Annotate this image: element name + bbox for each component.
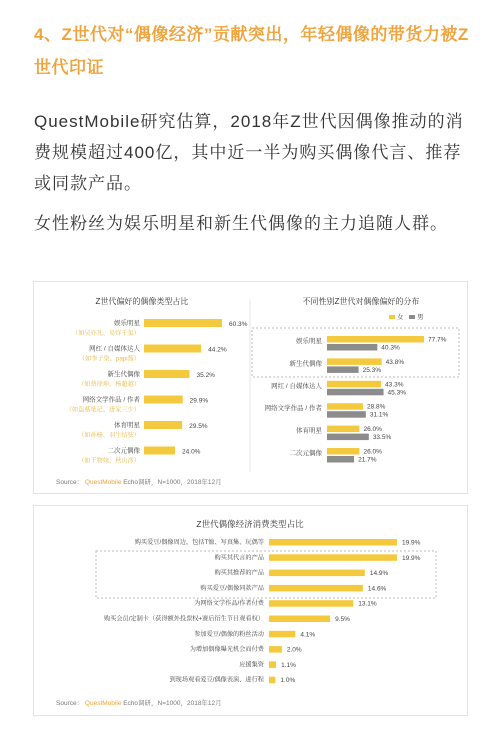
data-label: 19.9% <box>402 539 421 547</box>
chart-idol-gender <box>252 296 459 464</box>
section-heading: 4、Z世代对“偶像经济”贡献突出，年轻偶像的带货力被Z世代印证 <box>34 25 469 77</box>
data-label: 13.1% <box>358 600 377 608</box>
category-label: 到现场观看爱豆/偶像表演、进行程 <box>169 676 264 684</box>
data-label: 31.1% <box>369 411 389 419</box>
source-text: Source： QuestMobile Echo调研，N=1000，2018年12月 <box>56 479 222 486</box>
bar <box>269 661 276 668</box>
source-line <box>56 698 222 707</box>
bar-female <box>327 336 424 343</box>
category-label: 应援集资 <box>239 661 264 669</box>
chart-title: Z世代偶像经济消费类型占比 <box>196 519 304 529</box>
chart-title: 不同性别Z世代对偶像偏好的分布 <box>302 297 420 306</box>
data-label: 29.5% <box>189 423 208 430</box>
example-label: （如盗墓笔记、唐家三少） <box>65 406 140 414</box>
bar-female <box>327 403 363 410</box>
data-label: 44.2% <box>208 346 227 354</box>
bar-female <box>327 448 359 455</box>
example-label: （如孙杨、羽生结弦） <box>78 432 140 439</box>
data-label: 60.3% <box>229 321 248 328</box>
bar-male <box>327 411 366 418</box>
data-label: 45.3% <box>387 389 406 397</box>
category-label: 购买爱豆/偶像同款产品 <box>200 584 264 592</box>
bar <box>144 421 182 429</box>
paragraph-female-fans: 女性粉丝为娱乐明星和新生代偶像的主力追随人群。 <box>34 214 448 233</box>
data-label: 77.7% <box>428 336 447 344</box>
category-label: 购买其代言的产品 <box>214 554 264 562</box>
chart-consumption-type <box>96 519 436 684</box>
legend-swatch-female <box>389 315 395 319</box>
example-label: （如吴亦凡、易烊千玺） <box>71 330 140 337</box>
category-label: 网络文学作品 / 作者 <box>82 396 140 404</box>
category-label: 网红 / 自媒体达人 <box>89 345 140 353</box>
category-label: 新生代偶像 <box>289 360 322 368</box>
example-label: （如蔡徐坤、杨超越） <box>78 381 140 388</box>
idol-preference-panel <box>33 281 468 494</box>
idol-preference-charts <box>34 282 467 493</box>
bar-female <box>327 381 381 388</box>
bar <box>144 345 201 353</box>
example-label: （如干物妹、秋山澪） <box>78 457 140 465</box>
data-label: 9.5% <box>335 616 350 623</box>
bar <box>269 646 282 653</box>
bar <box>144 396 183 404</box>
data-label: 28.8% <box>366 403 386 411</box>
data-label: 2.0% <box>286 646 302 654</box>
chart-title: Z世代偏好的偶像类型占比 <box>95 297 189 306</box>
category-label: 网络文学作品 / 作者 <box>264 405 322 413</box>
consumption-type-chart-svg <box>34 506 467 715</box>
category-label: 二次元偶像 <box>107 447 140 455</box>
bar-male <box>327 456 354 463</box>
paragraph-estimate: QuestMobile研究估算，2018年Z世代因偶像推动的消费规模超过400亿，其中近一半为购买偶像代言、推荐或同款产品。 <box>34 112 464 193</box>
data-label: 26.0% <box>363 426 382 434</box>
bar-female <box>327 358 382 365</box>
data-label: 14.6% <box>367 585 387 593</box>
bar <box>269 554 397 561</box>
data-label: 1.0% <box>280 677 296 685</box>
category-label: 二次元偶像 <box>289 450 322 457</box>
bar <box>269 539 397 546</box>
data-label: 25.3% <box>362 366 382 374</box>
bar <box>269 585 363 592</box>
bar <box>269 616 330 623</box>
consumption-type-panel <box>33 505 468 716</box>
bar-male <box>327 344 377 351</box>
bar-female <box>327 426 359 433</box>
legend-label-female: 女 <box>397 314 404 321</box>
bar <box>269 570 365 577</box>
bar-male <box>327 366 359 373</box>
bar <box>269 631 295 638</box>
category-label: 体育明星 <box>296 427 322 435</box>
data-label: 29.9% <box>189 397 209 405</box>
category-label: 体育明星 <box>114 422 140 429</box>
bar <box>144 319 222 327</box>
bar <box>269 677 275 684</box>
example-label: （如李子柒、papi酱） <box>78 355 140 363</box>
data-label: 43.8% <box>385 358 405 366</box>
legend-swatch-male <box>409 315 415 319</box>
data-label: 4.1% <box>300 631 316 639</box>
category-label: 购买会员/定制卡（获得额外投票权+赛后衍生节目观看权） <box>103 615 264 623</box>
data-label: 26.0% <box>363 448 382 456</box>
data-label: 14.9% <box>369 570 389 578</box>
data-label: 19.9% <box>402 554 421 562</box>
source-text: Source： QuestMobile Echo调研，N=1000，2018年12月 <box>56 700 222 707</box>
bar <box>144 370 190 378</box>
chart-idol-type <box>66 296 248 465</box>
category-label: 娱乐明星 <box>114 320 140 327</box>
data-label: 1.1% <box>281 661 296 669</box>
category-label: 网红 / 自媒体达人 <box>271 382 322 390</box>
category-label: 为网络文学作品/作者付费 <box>194 600 264 608</box>
category-label: 为增加偶像曝光机会而付费 <box>189 646 264 654</box>
legend-label-male: 男 <box>417 314 424 321</box>
source-line <box>56 477 222 486</box>
data-label: 21.7% <box>358 456 377 464</box>
bar <box>144 447 175 455</box>
bar <box>269 600 353 607</box>
data-label: 35.2% <box>196 372 215 379</box>
data-label: 33.5% <box>372 434 392 442</box>
category-label: 娱乐明星 <box>296 338 322 345</box>
category-label: 参加爱豆/偶像的粉丝活动 <box>194 630 264 638</box>
data-label: 40.3% <box>381 344 400 352</box>
data-label: 43.3% <box>385 381 404 389</box>
category-label: 购买爱豆/偶像周边，包括T恤、写真集、玩偶等 <box>134 539 264 546</box>
data-label: 24.0% <box>182 448 201 456</box>
category-label: 购买其推荐的产品 <box>214 569 264 577</box>
category-label: 新生代偶像 <box>107 371 140 378</box>
bar-male <box>327 389 384 396</box>
bar-male <box>327 434 369 441</box>
